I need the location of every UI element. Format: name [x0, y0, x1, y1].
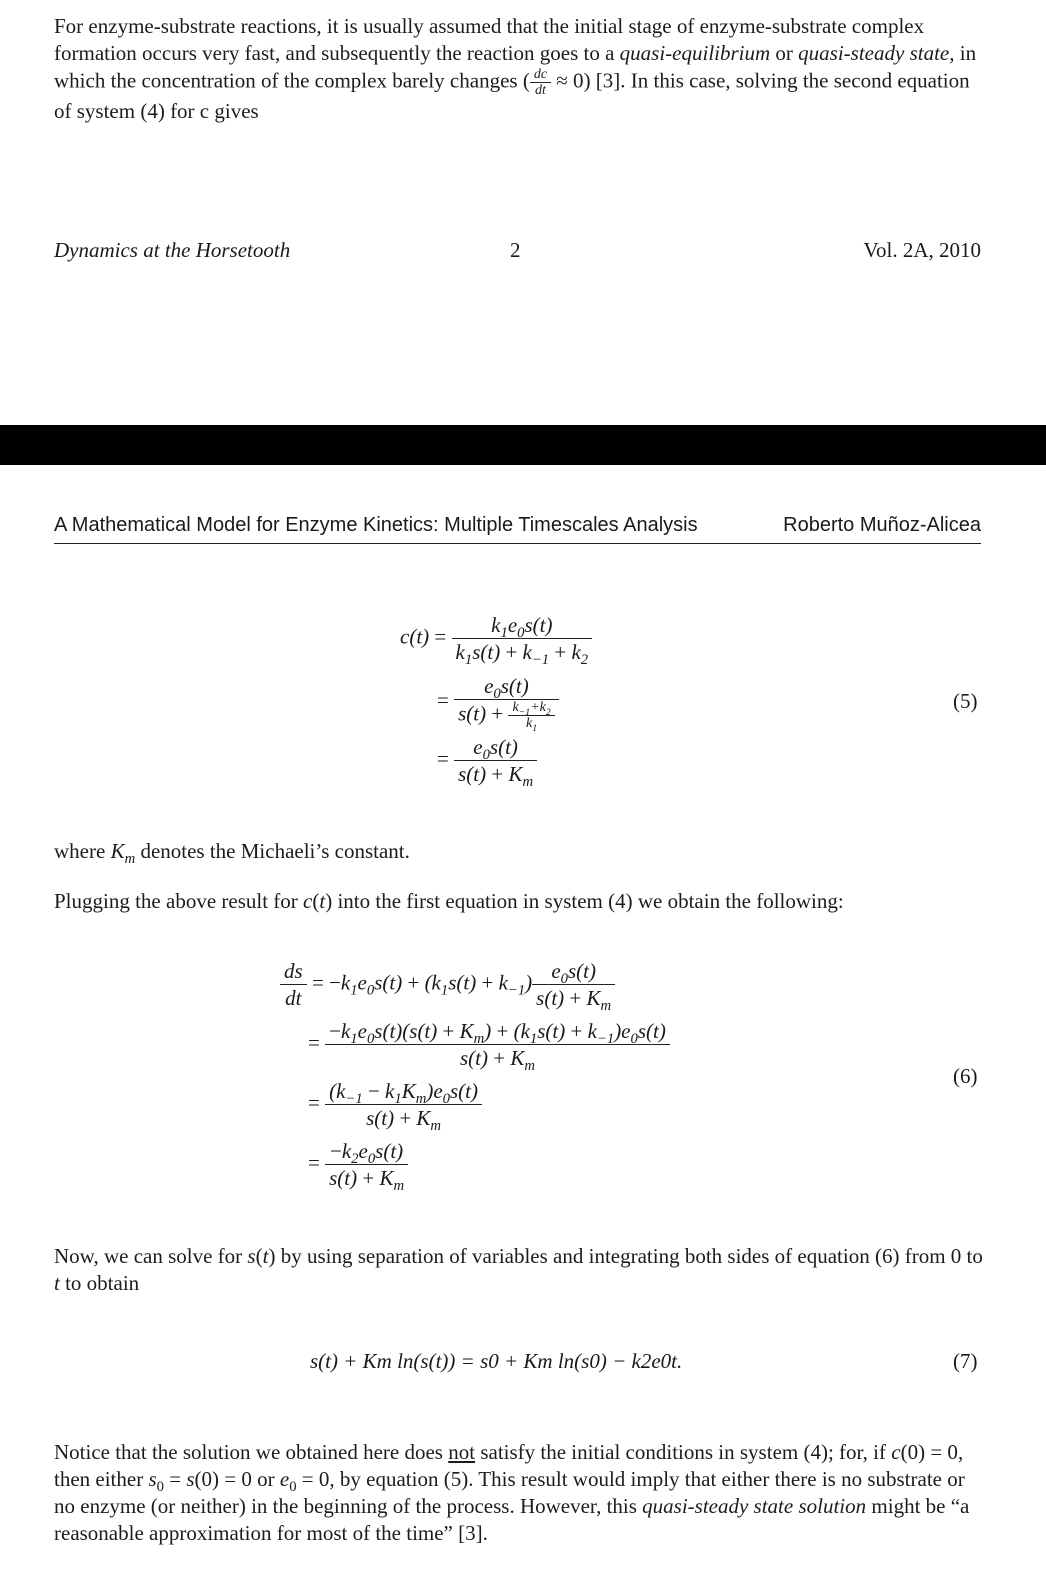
header-author: Roberto Muñoz-Alicea: [783, 514, 981, 536]
equation-6-line-1: $\frac{ds}{dt}$ = $-k_1e_0s(t) + (k_1s(t) + k_{-1})$ $\frac{e_0s(t)}{s(t) + K_m}$: [280, 958, 615, 1011]
equation-5-line-2: = $e_0s(t)$ s(t) + $\frac{k_{-1}+k_2}{k_1}$: [437, 673, 559, 731]
equation-5-line-3: = $\frac{e_0s(t)}{s(t) + K_m}$: [437, 734, 537, 787]
equation-7: s(t) + Km ln(s(t)) = s0 + Km ln(s0) − k2e0t.: [310, 1349, 683, 1373]
running-header: [54, 514, 981, 544]
equation-5-line-1: c(t) = $\frac{k_1e_0s(t)}{k_1s(t) + k_{-1} + k_2}$: [400, 612, 592, 665]
page-number: 2: [510, 238, 521, 262]
michaelis-constant-line: where $K_m$ denotes the Michaeli’s constant.: [54, 839, 410, 868]
equation-6-number: (6): [953, 1064, 978, 1088]
dc-dt-fraction: $\frac{dc}{dt}$: [530, 67, 551, 98]
top-paragraph: For enzyme-substrate reactions, it is usually assumed that the initial stage of enzyme-substrate complex formation occurs very fast, and subsequently the reaction goes to a quasi-equilibrium or quasi-steady state, in which the concentration of the complex barely changes ( $\frac{dc}{dt}$ ≈ 0) [3]. In this case, solving the second equation of system (4) for c gives: [54, 14, 977, 123]
equation-7-number: (7): [953, 1349, 978, 1373]
journal-name: Dynamics at the Horsetooth: [54, 238, 291, 262]
page-break-bar: [0, 425, 1046, 465]
equation-6-line-2: = $\frac{-k_1e_0s(t)(s(t) + K_m) + (k_1s(t) + k_{-1})e_0s(t)}{s(t) + K_m}$: [308, 1018, 670, 1071]
equation-6-line-3: = $\frac{(k_{-1} - k_1K_m)e_0s(t)}{s(t) + K_m}$: [308, 1078, 482, 1131]
plugging-line: Plugging the above result for c(t) into the first equation in system (4) we obtain the following:: [54, 889, 844, 913]
volume-label: Vol. 2A, 2010: [863, 238, 981, 262]
approx-zero: ≈ 0: [551, 68, 584, 93]
separation-paragraph: Now, we can solve for s(t) by using separation of variables and integrating both sides of equation (6) from 0 to t to obtain: [54, 1244, 983, 1295]
equation-6-line-4: = $\frac{-k_2e_0s(t)}{s(t) + K_m}$: [308, 1138, 408, 1191]
equation-5-number: (5): [953, 689, 978, 713]
final-paragraph: Notice that the solution we obtained here does not satisfy the initial conditions in system (4); for, if c(0) = 0, then either $s_0 = s(0) = 0$ or $e_0 = 0$, by equation (5). This result would imply that either there is no substrate or no enzyme (or neither) in the beginning of the process. However, this quasi-steady state solution might be “a reasonable approximation for most of the time” [3].: [54, 1440, 970, 1545]
header-title: A Mathematical Model for Enzyme Kinetics: Multiple Timescales Analysis: [54, 514, 698, 536]
